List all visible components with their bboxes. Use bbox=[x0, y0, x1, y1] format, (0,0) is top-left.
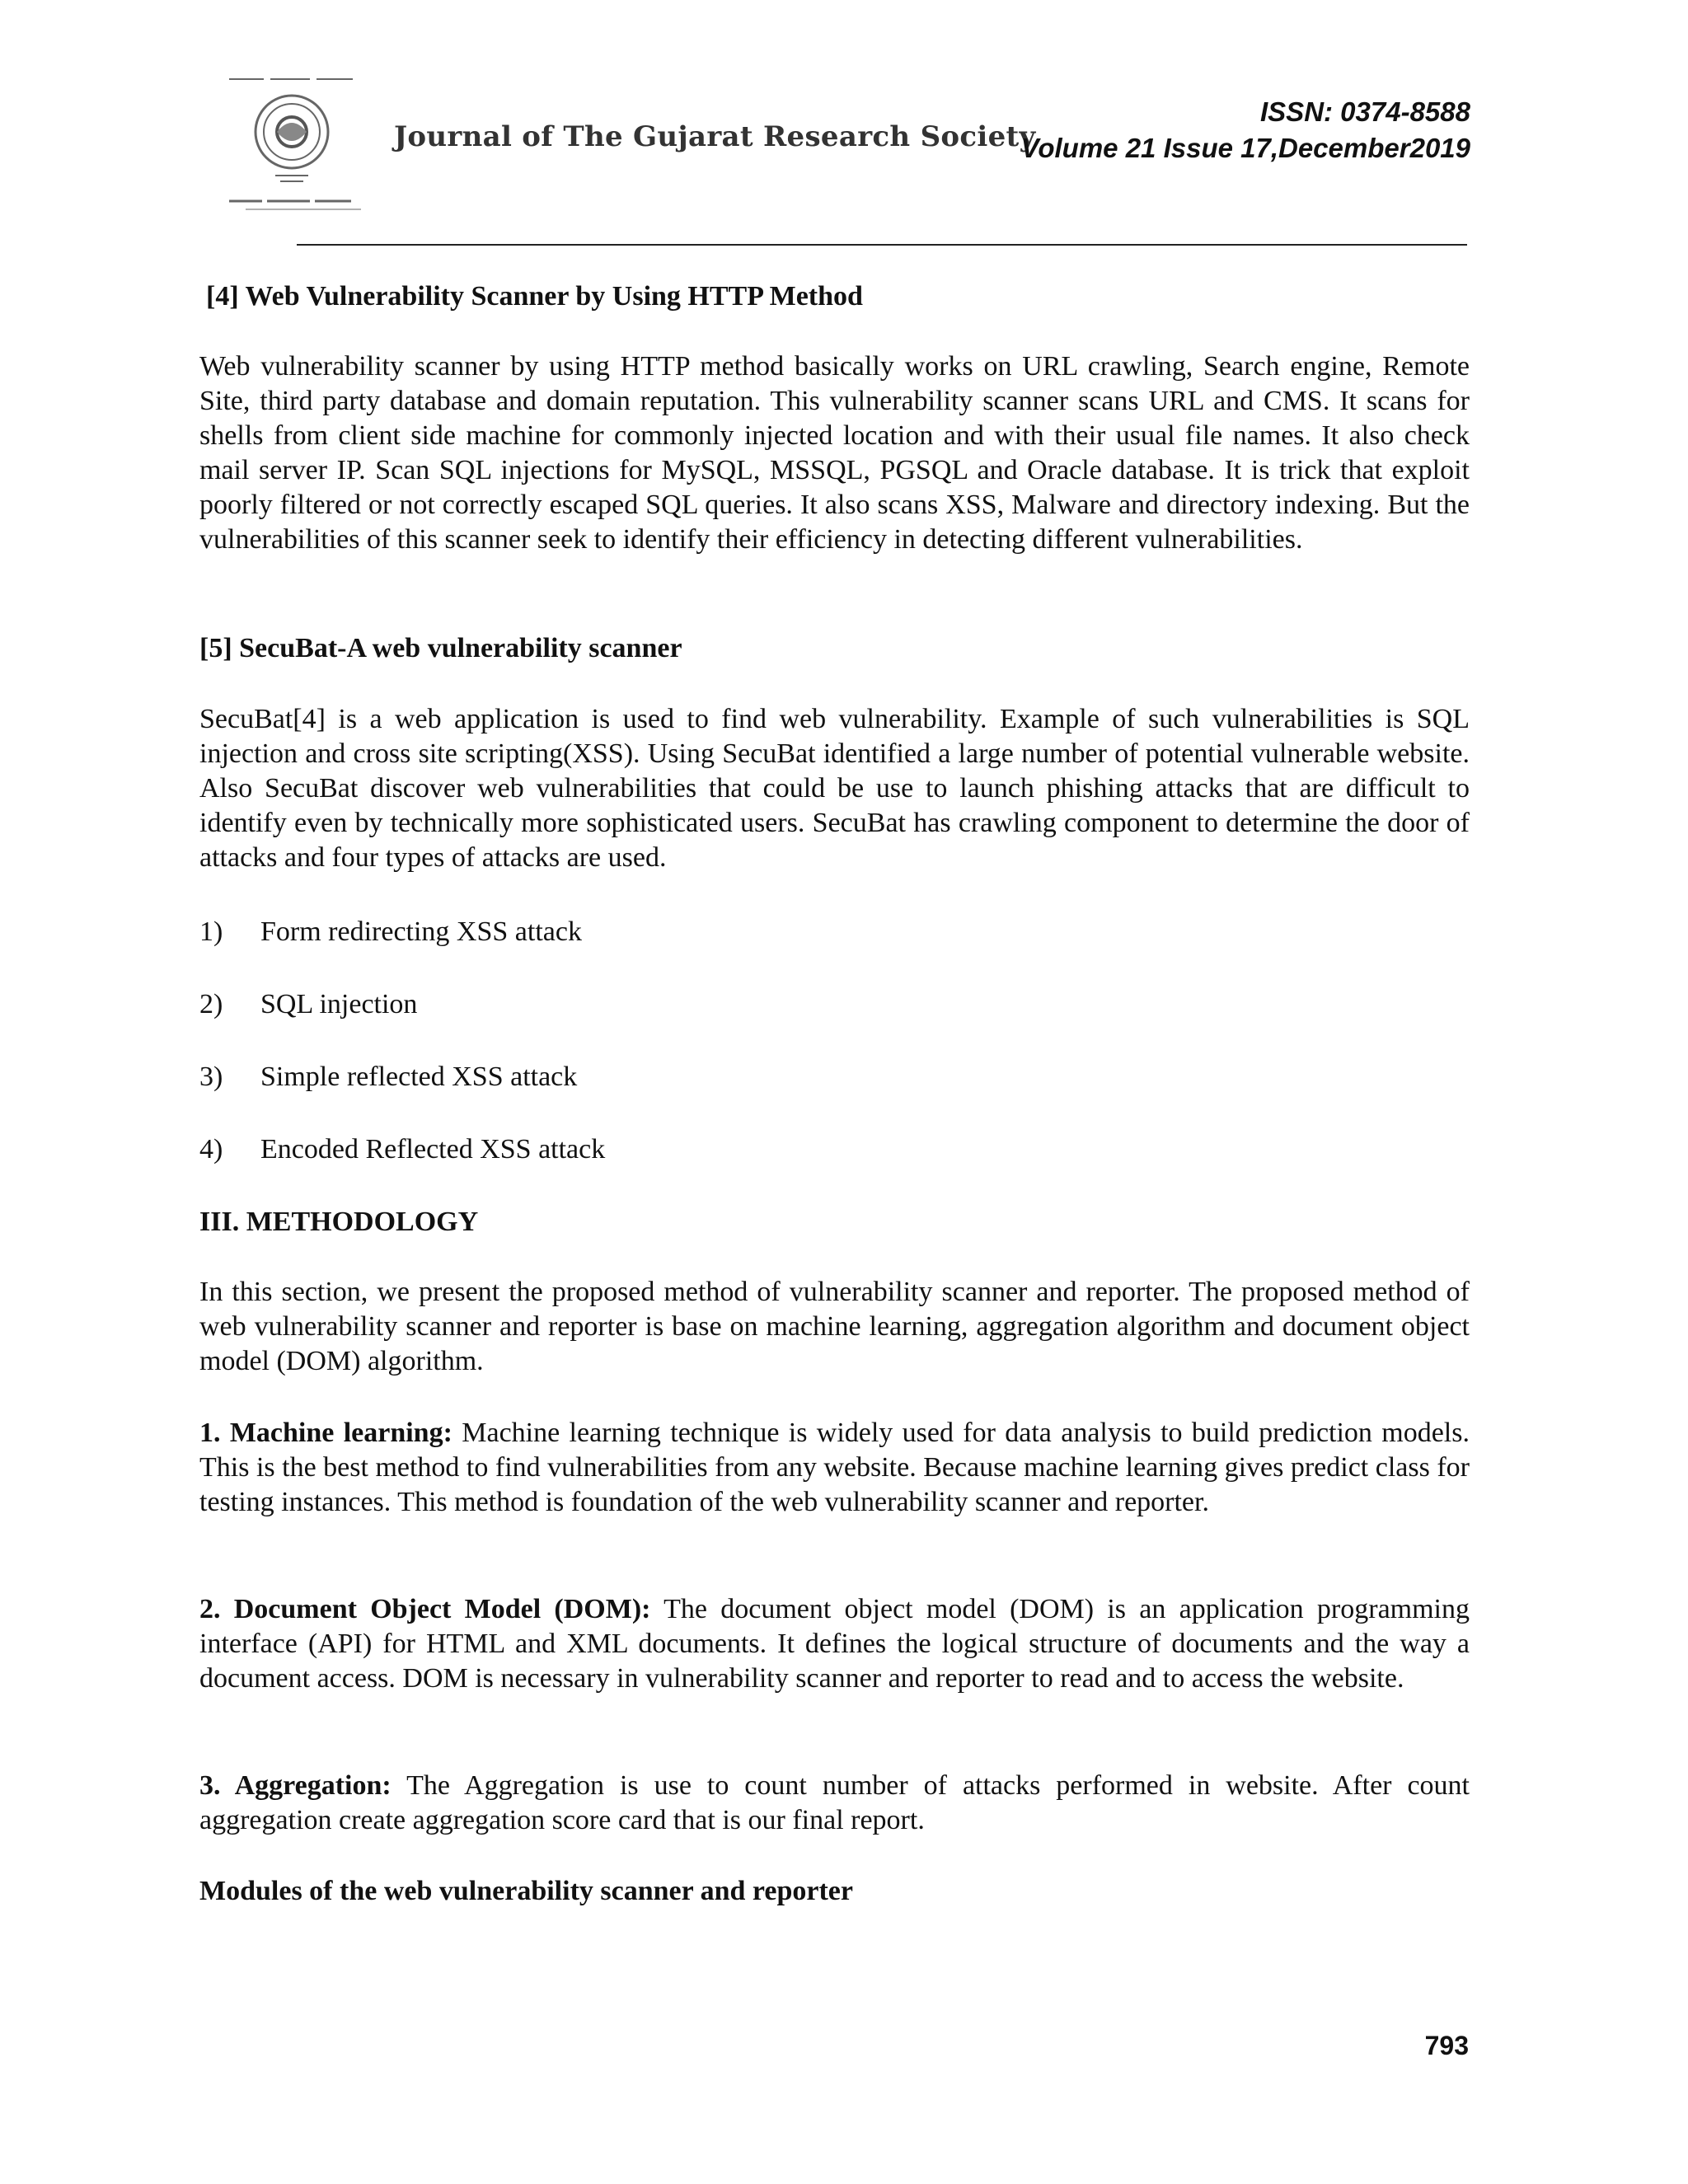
aggregation-text: The Aggregation is use to count number of attacks performed in website. After count aggregation create aggregation score card that is our final report. bbox=[199, 1770, 1470, 1835]
page-number: 793 bbox=[1424, 2031, 1469, 2060]
machine-learning-label: 1. Machine learning: bbox=[199, 1418, 452, 1448]
modules-heading: Modules of the web vulnerability scanner and reporter bbox=[199, 1876, 853, 1906]
machine-learning-paragraph bbox=[199, 1416, 1470, 1520]
list-text: SQL injection bbox=[260, 989, 418, 1019]
dom-label: 2. Document Object Model (DOM): bbox=[199, 1594, 651, 1624]
list-number: 1) bbox=[199, 916, 223, 947]
journal-name: Journal of The Gujarat Research Society bbox=[394, 120, 1036, 153]
issue-info bbox=[1021, 94, 1470, 166]
section-5-heading: [5] SecuBat-A web vulnerability scanner bbox=[199, 633, 682, 663]
volume-issue: Volume 21 Issue 17,December2019 bbox=[1020, 133, 1470, 163]
list-text: Encoded Reflected XSS attack bbox=[260, 1134, 606, 1165]
machine-learning-text: Machine learning technique is widely used for data analysis to build prediction models. This is the best method to find vulnerabilities from any website. Because machine learning gives predict class for testing instances. This method is foundation of the web vulnerability scanner and reporter. bbox=[199, 1418, 1470, 1517]
issn-number: ISSN: 0374-8588 bbox=[1260, 96, 1470, 127]
list-number: 3) bbox=[199, 1062, 223, 1092]
section-5-paragraph: SecuBat[4] is a web application is used to find web vulnerability. Example of such vulnerabilities is SQL injection and cross site scripting(XSS). Using SecuBat identified a large number of potential vulnerable website. Also SecuBat discover web vulnerabilities that could be use to launch phishing attacks that are difficult to identify even by technically more sophisticated users. SecuBat has crawling component to determine the door of attacks and four types of attacks are used. bbox=[199, 704, 1470, 873]
list-text: Simple reflected XSS attack bbox=[260, 1062, 578, 1092]
section-4-paragraph: Web vulnerability scanner by using HTTP method basically works on URL crawling, Search engine, Remote Site, third party database and domain reputation. This vulnerability scanner scans URL and CMS. It scans for shells from client side machine for commonly injected location and with their usual file names. It also check mail server IP. Scan SQL injections for MySQL, MSSQL, PGSQL and Oracle database. It is trick that exploit poorly filtered or not correctly escaped SQL queries. It also scans XSS, Malware and directory indexing. But the vulnerabilities of this scanner seek to identify their efficiency in detecting different vulnerabilities. bbox=[199, 351, 1470, 555]
dom-paragraph bbox=[199, 1592, 1470, 1696]
dom-text: The document object model (DOM) is an application programming interface (API) for HTML and XML documents. It defines the logical structure of documents and the way a document access. DOM is necessary in vulnerability scanner and reporter to read and to access the website. bbox=[199, 1594, 1470, 1694]
list-text: Form redirecting XSS attack bbox=[260, 916, 582, 947]
aggregation-paragraph bbox=[199, 1769, 1470, 1838]
section-4-heading: [4] Web Vulnerability Scanner by Using HTTP Method bbox=[206, 281, 863, 312]
methodology-heading: III. METHODOLOGY bbox=[199, 1207, 479, 1237]
methodology-paragraph: In this section, we present the proposed method of vulnerability scanner and reporter. The proposed method of web vulnerability scanner and reporter is base on machine learning, aggregation algorithm and document object model (DOM) algorithm. bbox=[199, 1277, 1470, 1376]
aggregation-label: 3. Aggregation: bbox=[199, 1770, 392, 1801]
list-number: 2) bbox=[199, 989, 223, 1019]
list-number: 4) bbox=[199, 1134, 223, 1165]
header-rule bbox=[297, 244, 1467, 246]
society-logo bbox=[213, 73, 396, 214]
